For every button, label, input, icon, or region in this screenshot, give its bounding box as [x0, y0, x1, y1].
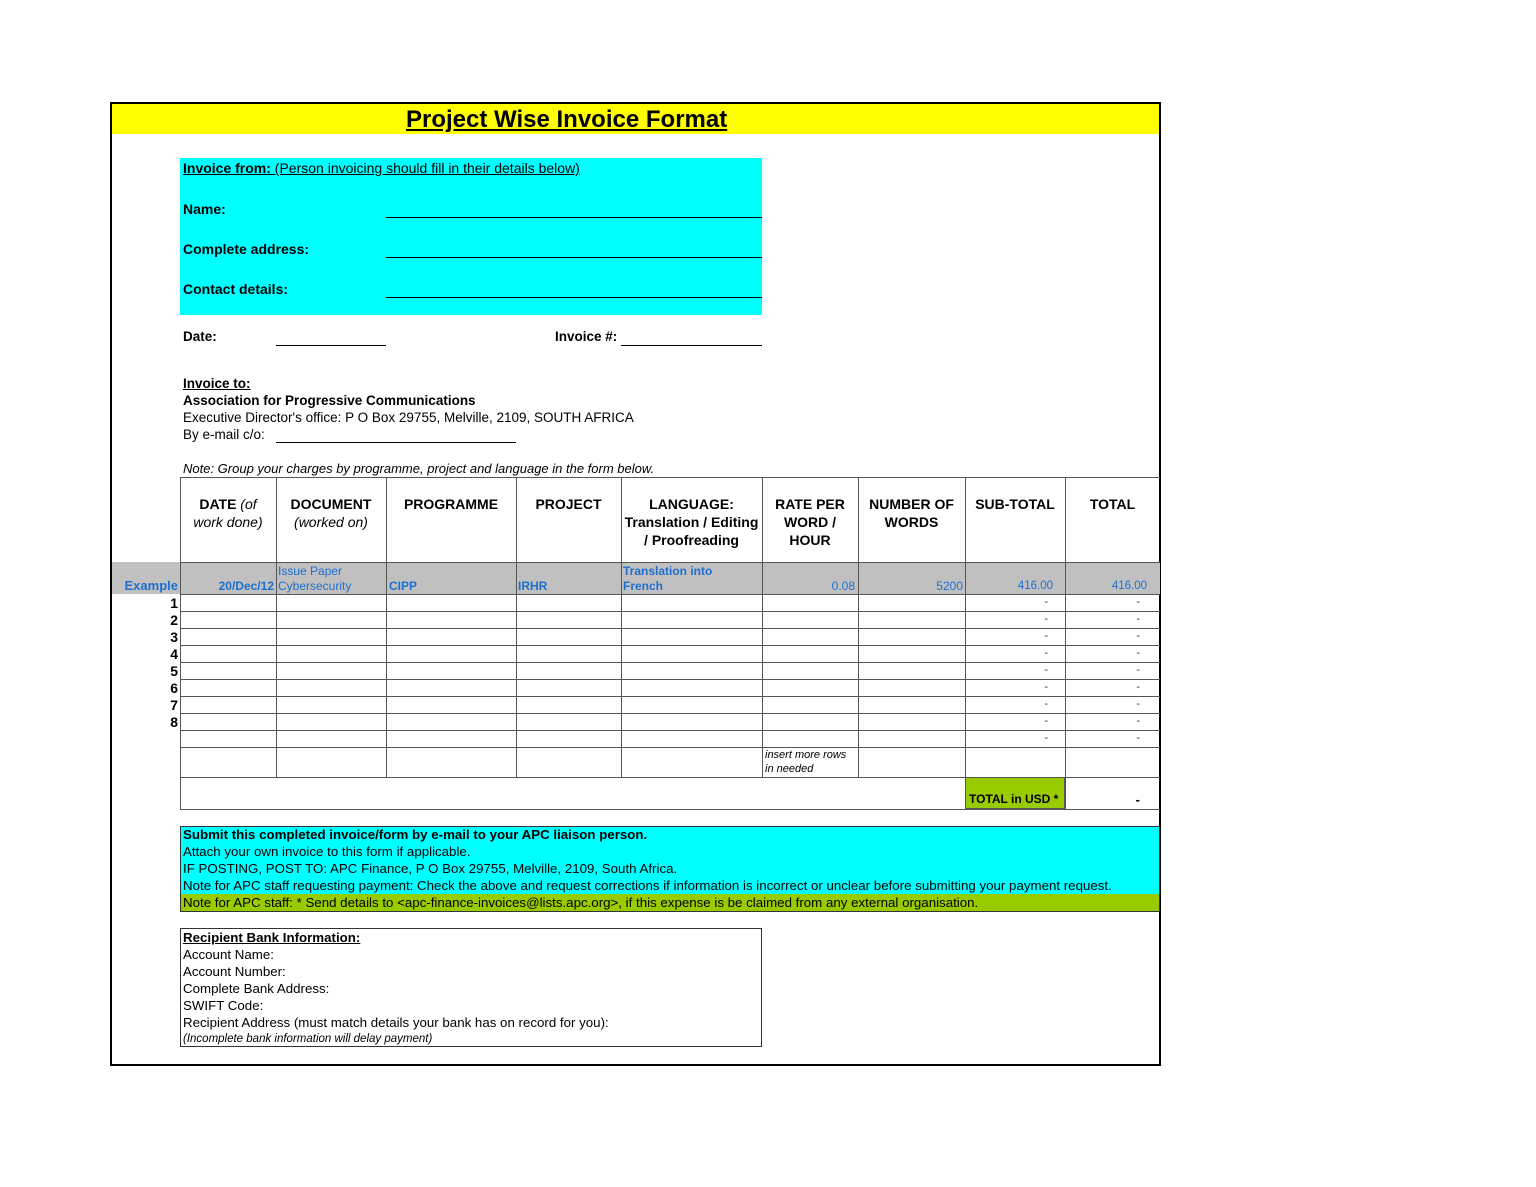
invoice-to-organisation: Association for Progressive Communications	[183, 393, 476, 408]
row-number: 1	[170, 595, 178, 611]
header-programme: PROGRAMME	[403, 496, 499, 512]
example-date: 20/Dec/12	[218, 579, 274, 593]
header-rate: RATE PER WORD / HOUR	[775, 496, 845, 548]
contact-label: Contact details:	[183, 281, 289, 297]
bank-account-number: Account Number:	[183, 964, 286, 979]
row-divider	[180, 730, 1160, 731]
insert-rows-note: insert more rows in needed	[765, 749, 847, 775]
total-usd-value: -	[1135, 792, 1140, 807]
example-language-1: Translation into	[623, 564, 713, 578]
row-divider	[180, 645, 1160, 646]
col-border	[386, 477, 387, 777]
row-total: -	[1136, 681, 1140, 693]
example-language-2: French	[623, 579, 664, 593]
row-total: -	[1136, 732, 1140, 744]
row-subtotal: -	[1044, 647, 1048, 659]
example-words: 5200	[936, 579, 963, 593]
total-usd-cell	[965, 777, 1065, 809]
row-divider	[180, 662, 1160, 663]
invoice-number-label: Invoice #:	[555, 329, 618, 344]
row-number: 5	[170, 663, 178, 679]
row-divider	[180, 594, 1160, 595]
invoice-from-label: Invoice from:	[183, 160, 271, 176]
table-top-border	[180, 477, 1160, 478]
note-staff-check: Note for APC staff requesting payment: Check the above and request corrections if information is incorrect or unclear before submitting your payment request.	[183, 878, 1112, 893]
table-bottom-border	[180, 809, 1160, 810]
row-divider	[180, 628, 1160, 629]
row-number: 7	[170, 697, 178, 713]
row-subtotal: -	[1044, 715, 1048, 727]
invoice-to-address: Executive Director's office: P O Box 29755, Melville, 2109, SOUTH AFRICA	[183, 410, 634, 425]
example-label: Example	[124, 578, 178, 593]
row-divider	[180, 696, 1160, 697]
row-total: -	[1136, 613, 1140, 625]
row-subtotal: -	[1044, 698, 1048, 710]
row-subtotal: -	[1044, 596, 1048, 608]
address-field[interactable]	[386, 257, 762, 258]
title-wrap	[112, 104, 1159, 134]
row-total: -	[1136, 647, 1140, 659]
row-total: -	[1136, 715, 1140, 727]
invoice-number-field[interactable]	[621, 345, 762, 346]
email-field[interactable]	[276, 442, 516, 443]
name-field[interactable]	[386, 217, 762, 218]
date-field[interactable]	[276, 345, 386, 346]
note-submit: Submit this completed invoice/form by e-mail to your APC liaison person.	[183, 827, 648, 842]
bank-swift: SWIFT Code:	[183, 998, 264, 1013]
header-date: DATE (of work done)	[193, 496, 263, 530]
row-divider	[180, 713, 1160, 714]
header-total: TOTAL	[1089, 496, 1136, 512]
col-border	[965, 477, 966, 810]
row-total: -	[1136, 596, 1140, 608]
row-subtotal: -	[1044, 613, 1048, 625]
invoice-from-subheading: (Person invoicing should fill in their details below)	[270, 160, 580, 176]
header-words: NUMBER OF WORDS	[869, 496, 954, 530]
col-border	[1065, 477, 1066, 810]
row-number: 6	[170, 680, 178, 696]
row-subtotal: -	[1044, 630, 1048, 642]
row-subtotal: -	[1044, 664, 1048, 676]
note-staff-send: Note for APC staff: * Send details to <apc-finance-invoices@lists.apc.org>, if this expense is be claimed from any external organisation.	[183, 895, 979, 910]
row-subtotal: -	[1044, 681, 1048, 693]
name-label: Name:	[183, 201, 226, 217]
col-border	[516, 477, 517, 777]
example-programme: CIPP	[389, 579, 418, 593]
bank-recipient-address: Recipient Address (must match details your bank has on record for you):	[183, 1015, 609, 1030]
example-total: 416.00	[1111, 580, 1147, 592]
note-attach: Attach your own invoice to this form if applicable.	[183, 844, 471, 859]
example-document-2: Cybersecurity	[278, 579, 352, 593]
contact-field[interactable]	[386, 297, 762, 298]
date-label: Date:	[183, 329, 217, 344]
bank-heading: Recipient Bank Information:	[183, 930, 361, 945]
address-label: Complete address:	[183, 241, 310, 257]
invoice-to-heading: Invoice to:	[183, 376, 251, 391]
header-subtotal: SUB-TOTAL	[975, 496, 1055, 512]
row-number: 4	[170, 646, 178, 662]
row-number: 2	[170, 612, 178, 628]
row-divider	[180, 611, 1160, 612]
header-language: LANGUAGE: Translation / Editing / Proofreading	[624, 496, 759, 548]
total-usd-label: TOTAL in USD *	[969, 792, 1059, 806]
row-total: -	[1136, 630, 1140, 642]
bank-account-name: Account Name:	[183, 947, 274, 962]
bank-address: Complete Bank Address:	[183, 981, 330, 996]
page-title: Project Wise Invoice Format	[406, 106, 728, 133]
header-document: DOCUMENT (worked on)	[290, 496, 372, 530]
row-subtotal: -	[1044, 732, 1048, 744]
email-label: By e-mail c/o:	[183, 427, 265, 442]
example-project: IRHR	[518, 579, 548, 593]
row-number: 8	[170, 714, 178, 730]
example-document-1: Issue Paper	[278, 564, 343, 578]
header-project: PROJECT	[535, 496, 602, 512]
bank-footnote: (Incomplete bank information will delay payment)	[183, 1033, 433, 1045]
invoice-from-heading	[183, 160, 580, 176]
row-total: -	[1136, 698, 1140, 710]
example-rate: 0.08	[831, 579, 855, 593]
row-divider	[180, 747, 1160, 748]
table-note: Note: Group your charges by programme, project and language in the form below.	[183, 461, 655, 476]
note-posting: IF POSTING, POST TO: APC Finance, P O Box 29755, Melville, 2109, South Africa.	[183, 861, 678, 876]
row-number: 3	[170, 629, 178, 645]
row-total: -	[1136, 664, 1140, 676]
row-divider	[180, 679, 1160, 680]
example-subtotal: 416.00	[1017, 580, 1053, 592]
